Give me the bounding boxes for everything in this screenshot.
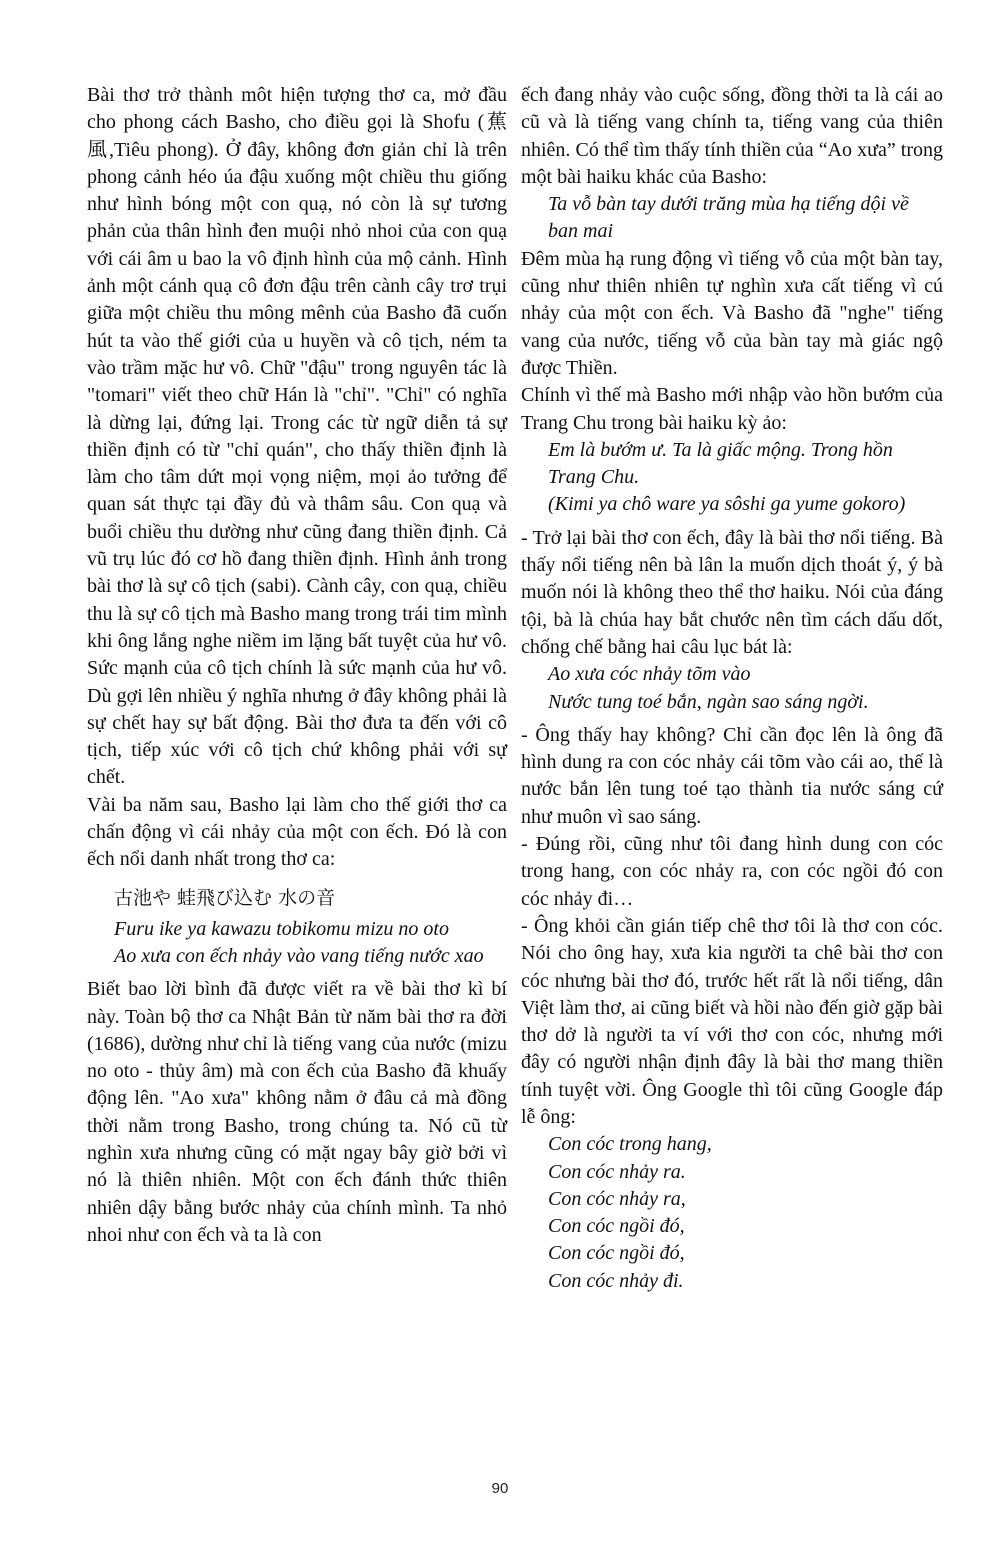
toad-poem-line: Con cóc nhảy ra. [548, 1160, 686, 1183]
verse-line-1: Ao xưa cóc nhảy tõm vào [548, 663, 751, 686]
paragraph-frog-intro: Vài ba năm sau, Basho lại làm cho thế giới thơ ca chấn động vì cái nhảy của một con ếch. Đó là con ếch nổi danh nhất trong thơ ca: [87, 793, 507, 871]
paragraph-commentary: Biết bao lời bình đã được viết ra về bài thơ kì bí này. Toàn bộ thơ ca Nhật Bản từ năm bài thơ ra đời (1686), dường như chỉ là tiếng vang của nước (mizu no oto - thủy âm) mà con ếch của Basho đã khuấy động lên. "Ao xưa" không nằm ở đâu cả mà đồng thời nằm trong Basho, trong chúng ta. Nó cũ từ nghìn xưa nhưng cũng có mặt ngay bây giờ bởi vì nó là thiên nhiên. Một con ếch đánh thức thiên nhiên dậy bằng bước nhảy của chính mình. Ta nhỏ nhoi như con ếch và ta là con [87, 978, 507, 1246]
verse-line-2: Nước tung toé bắn, ngàn sao sáng ngời. [548, 690, 869, 713]
paragraph-frog-continued: ếch đang nhảy vào cuộc sống, đồng thời ta là cái ao cũ và là tiếng vang chính ta, tiếng vang của thiên nhiên. Có thể tìm thấy tính thiền của “Ao xưa” trong một bài haiku khác của Basho: [521, 84, 943, 188]
paragraph-dialogue-2: - Đúng rồi, cũng như tôi đang hình dung con cóc trong hang, con cóc nhảy ra, con cóc ngồi đó con cóc nhảy đi… [521, 833, 943, 910]
paragraph-return-frog: - Trở lại bài thơ con ếch, đây là bài thơ nổi tiếng. Bà thấy nổi tiếng nên bà lân la muốn dịch thoát ý, ý bà muốn nói là không theo thể thơ haiku. Nói của đáng tội, bà là chúa hay bắt chước nên tìm cách dấu dốt, chống chế bằng hai câu lục bát là: [521, 526, 943, 658]
haiku-butterfly: Em là bướm ư. Ta là giấc mộng. Trong hồn Trang Chu. [548, 438, 893, 489]
paragraph-dialogue-1: - Ông thấy hay không? Chỉ cần đọc lên là ông đã hình dung ra con cóc nhảy cái tõm vào cái ao, thế là nước bắn lên tung toé tạo thành tia nước sáng cứ như muôn vì sao sáng. [521, 723, 943, 828]
paragraph-trang-chu-intro: Chính vì thế mà Basho mới nhập vào hồn bướm của Trang Chu trong bài haiku kỳ ảo: [521, 384, 943, 434]
haiku-hand-clap: Ta vỗ bàn tay dưới trăng mùa hạ tiếng dội về ban mai [548, 193, 909, 243]
left-column [87, 82, 507, 1249]
toad-poem-line: Con cóc ngồi đó, [548, 1242, 685, 1265]
right-column [521, 82, 943, 1295]
toad-poem-line: Con cóc trong hang, [548, 1133, 712, 1156]
toad-poem-line: Con cóc nhảy ra, [548, 1187, 686, 1210]
paragraph-dialogue-3: - Ông khỏi cần gián tiếp chê thơ tôi là thơ con cóc. Nói cho ông hay, xưa kia người ta chê bài thơ con cóc nhưng bài thơ đó, trước hết rất là nổi tiếng, dân Việt làm thơ, ai cũng biết và hồi nào đến giờ gặp bài thơ dở là người ta ví với thơ con cóc, nhưng mới đây có người nhận định đây là bài thơ mang thiền tính tuyệt vời. Ông Google thì tôi cũng Google đáp lễ ông: [521, 914, 943, 1128]
haiku-butterfly-romaji: (Kimi ya chô ware ya sôshi ga yume gokoro) [548, 493, 906, 516]
paragraph-summer-night: Đêm mùa hạ rung động vì tiếng vỗ của một bàn tay, cũng như thiên nhiên tự nghìn xưa cất tiếng vì cú nhảy của một con ếch. Và Basho đã "nghe" tiếng vang của nước, tiếng vỗ của bàn tay mà giác ngộ được Thiền. [521, 247, 943, 379]
haiku-vietnamese: Ao xưa con ếch nhảy vào vang tiếng nước xao [114, 944, 484, 967]
toad-poem-line: Con cóc nhảy đi. [548, 1269, 684, 1292]
toad-poem-line: Con cóc ngồi đó, [548, 1215, 685, 1238]
paragraph-basho-crow: Bài thơ trở thành môt hiện tượng thơ ca, mở đầu cho phong cách Basho, cho điều gọi là Shofu (蕉風,Tiêu phong). Ở đây, không đơn giản chỉ là trên phong cảnh héo úa đậu xuống một chiều thu giống như hình bóng một con quạ, nó còn là sự tương phản của thân hình đen muội nhỏ nhoi của con quạ với cái âm u bao la vô định hình của mộ cảnh. Hình ảnh một cánh quạ cô đơn đậu trên cành cây trơ trụi giữa một chiều thu mông mênh của Basho đã cuốn hút ta vào thế giới của u huyền và cô tịch, ném ta vào trầm mặc hư vô. Chữ "đậu" trong nguyên tác là "tomari" viết theo chữ Hán là "chỉ". "Chỉ" có nghĩa là dừng lại, đứng lại. Trong các từ ngữ diễn tả sự thiền định có từ "chỉ quán", cho thấy thiền định là làm cho tâm dứt mọi vọng niệm, mọi ảo tưởng để quan sát thực tại đầy đủ và thâm sâu. Con quạ và buổi chiều thu dường như cũng đang thiền định. Cả vũ trụ lúc đó cơ hồ đang thiền định. Hình ảnh trong bài thơ là sự cô tịch (sabi). Cành cây, con quạ, chiều thu là sự cô tịch mà Basho mang trong trái tim mình khi ông lắng nghe niềm im lặng bất tuyệt của hư vô. Sức mạnh của cô tịch chính là sức mạnh của hư vô. Dù gợi lên nhiều ý nghĩa nhưng ở đây không phải là sự chết hay sự bất động. Bài thơ đưa ta đến với cô tịch, tiếp xúc với cô tịch chứ không phải với sự chết. [87, 84, 507, 789]
haiku-japanese: 古池や 蛙飛び込む 水の音 [114, 886, 336, 909]
haiku-romaji: Furu ike ya kawazu tobikomu mizu no oto [114, 917, 449, 940]
page-number: 90 [491, 1480, 509, 1497]
